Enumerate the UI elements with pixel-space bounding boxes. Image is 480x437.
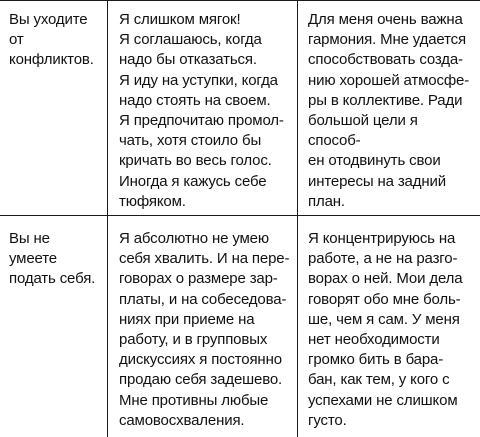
- situation-cell: Вы уходите от конфликтов.: [9, 11, 94, 69]
- reaction-cell: Я слишком мягок! Я соглашаюсь, когда надо бы отказаться. Я иду на уступки, когда надо стоять на своем. Я предпочитаю промол- чать, хотя стоило бы кричать во весь голос. Иногда я кажусь себе тюфяком.: [107, 1, 297, 215]
- table-row: [0, 1, 480, 216]
- reaction-cell: Я абсолютно не умею себя хвалить. И на пере- говорах о размере зар- платы, и на собеседова- ниях при приеме на работу, и в групповых дискуссиях я постоянно продаю себя задешево. Мне противны любые самовосхваления.: [107, 216, 297, 437]
- situation-cell: Вы не умеете подать себя.: [9, 230, 96, 288]
- table-row: [0, 216, 480, 437]
- reframe-cell: Я концентрируюсь на работе, а не на разго- ворах о ней. Мои дела говорят обо мне боль- ше, чем я сам. У меня нет необходимости громко бить в бара- бан, как тем, у кого с успехами не слишком густо.: [297, 216, 480, 437]
- reframe-cell: Для меня очень важна гармония. Мне удается способствовать созда- нию хорошей атмосфе- ры в коллективе. Ради большой цели я способ- ен отодвинуть свои интересы на задний план.: [297, 1, 480, 215]
